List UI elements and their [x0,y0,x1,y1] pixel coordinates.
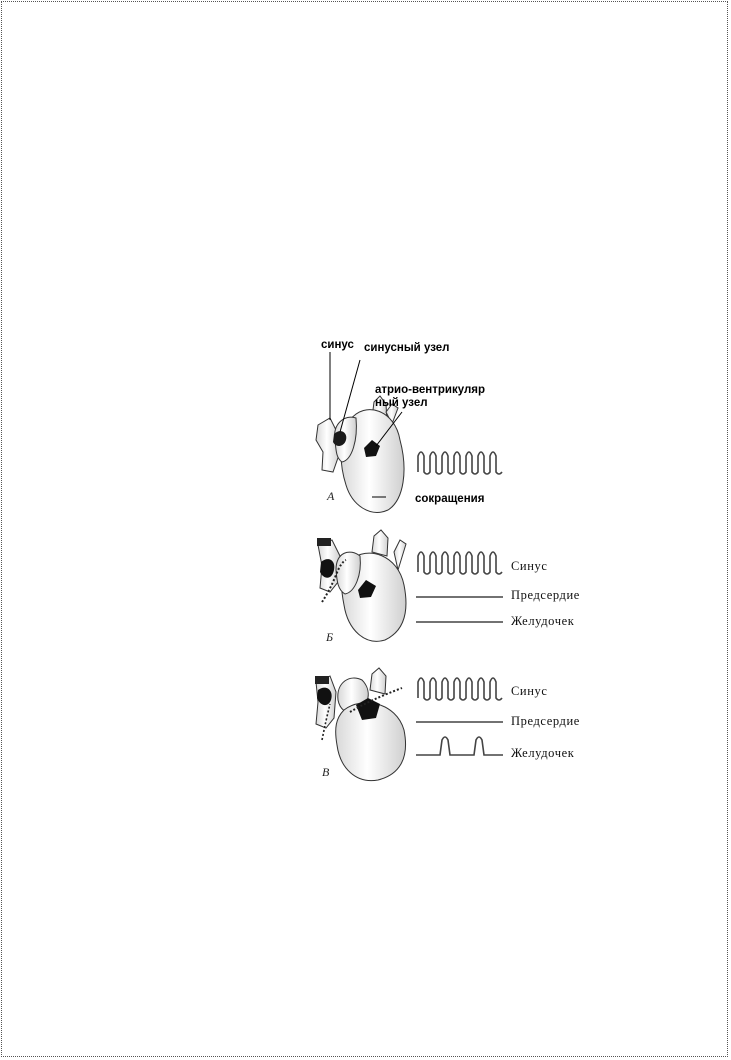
trace-label-c-ventricle: Желудочек [511,746,575,760]
trace-label-b-ventricle: Желудочек [511,614,575,628]
trace-label-c-sinus: Синус [511,684,548,698]
trace-label-c-atrium: Предсердие [511,714,580,728]
label-sinus: синус [321,339,354,351]
heart-c [316,668,406,781]
label-av-node-line1: атрио-вентрикуляр [375,384,486,396]
trace-label-b-sinus: Синус [511,559,548,573]
trace-a-contractions [418,452,502,474]
trace-c-sinus [418,678,502,700]
trace-label-b-atrium: Предсердие [511,588,580,602]
panel-label-a: А [327,489,335,503]
panel-label-b: Б [326,630,334,644]
label-sinus-node: синусный узел [364,342,450,354]
trace-c-ventricle [416,737,503,755]
panel-label-c: В [322,765,330,779]
label-av-node-line2: ный узел [375,397,428,409]
trace-b-sinus [418,552,502,574]
label-contractions: сокращения [415,493,485,505]
